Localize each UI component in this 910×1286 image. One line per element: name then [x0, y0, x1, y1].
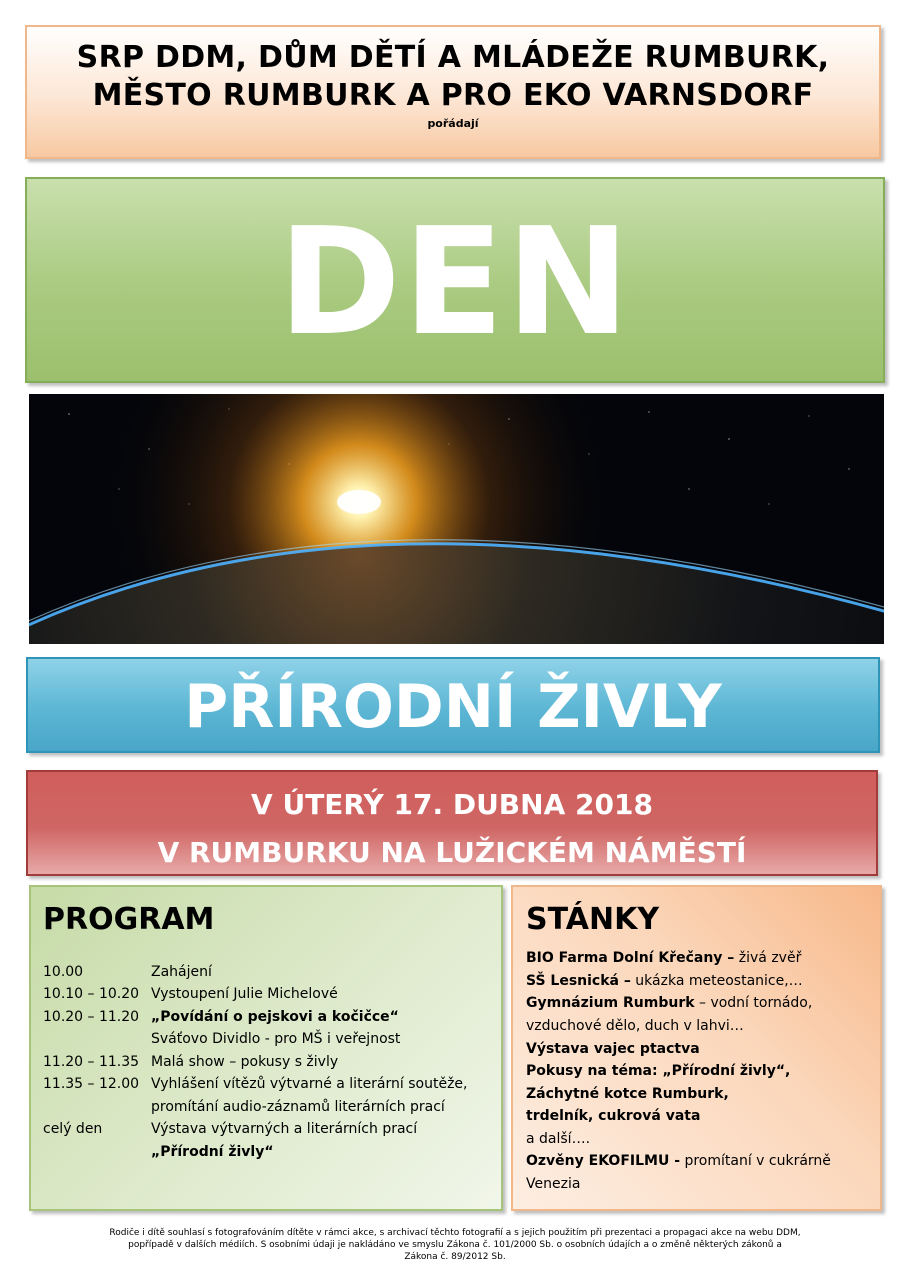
stall-item: [526, 993, 812, 1013]
stall-item: [526, 1084, 729, 1104]
earth-sunrise-image: [29, 394, 884, 644]
stall-item: [526, 948, 801, 968]
stall-name: Gymnázium Rumburk: [526, 995, 695, 1011]
program-desc: promítání audio-záznamů literárních prací: [151, 1099, 445, 1115]
organizers-subtitle: pořádají: [427, 117, 479, 130]
stall-desc: ukázka meteostanice,…: [630, 973, 803, 989]
page-title: DEN: [278, 196, 632, 368]
stall-name: SŠ Lesnická –: [526, 973, 631, 989]
stall-item: [526, 1039, 700, 1059]
stalls-panel: [511, 885, 882, 1211]
date-place-banner: [26, 770, 878, 876]
program-desc: „Přírodní živly“: [151, 1144, 274, 1160]
stall-item: [526, 1106, 700, 1126]
stall-item: [526, 1151, 831, 1171]
stall-name: Pokusy na téma: „Přírodní živly“,: [526, 1063, 791, 1079]
program-desc: Výstava výtvarných a literárních prací: [151, 1121, 418, 1137]
footer-line-1: Rodiče i dítě souhlasí s fotografováním dítěte v rámci akce, s archivací těchto fotografií a s jejich použitím při prezentaci a propagaci akce na webu DDM,: [109, 1228, 801, 1238]
program-panel: [29, 885, 503, 1211]
consent-footer: [50, 1227, 860, 1263]
program-heading: PROGRAM: [43, 902, 215, 937]
event-place: V RUMBURKU NA LUŽICKÉM NÁMĚSTÍ: [157, 836, 747, 869]
organizers-line-2: MĚSTO RUMBURK A PRO EKO VARNSDORF: [92, 78, 814, 113]
theme-banner: [26, 657, 880, 753]
footer-line-2: popřípadě v dalších médiích. S osobními údaji je nakládáno ve smyslu Zákona č. 101/2000 Sb. o osobních údajích a o změně některých zákonů a: [128, 1240, 782, 1250]
program-time: 10.10 – 10.20: [43, 986, 140, 1002]
program-desc: Zahájení: [151, 964, 212, 980]
organizers-banner: [25, 25, 881, 159]
stall-item: [526, 971, 803, 991]
program-desc: „Povídání o pejskovi a kočičce“: [151, 1009, 399, 1025]
program-time: celý den: [43, 1121, 103, 1137]
program-desc: Vystoupení Julie Michelové: [151, 986, 338, 1002]
program-desc: Vyhlášení vítězů výtvarné a literární soutěže,: [151, 1076, 468, 1092]
theme-title: PŘÍRODNÍ ŽIVLY: [184, 672, 722, 742]
stall-name: Výstava vajec ptactva: [526, 1041, 700, 1057]
program-desc: Sváťovo Dividlo - pro MŠ i veřejnost: [151, 1031, 401, 1047]
program-time: 10.00: [43, 964, 84, 980]
stall-desc: živá zvěř: [734, 950, 802, 966]
stall-desc: – vodní tornádo,: [694, 995, 813, 1011]
stall-item: [526, 1061, 790, 1081]
stall-desc: vzduchové dělo, duch v lahvi…: [526, 1018, 744, 1034]
stall-desc: a další….: [526, 1131, 591, 1147]
stall-desc: Venezia: [526, 1176, 581, 1192]
program-time: 10.20 – 11.20: [43, 1009, 140, 1025]
stall-name: trdelník, cukrová vata: [526, 1108, 701, 1124]
stalls-heading: STÁNKY: [526, 902, 660, 937]
stall-name: Ozvěny EKOFILMU -: [526, 1153, 680, 1169]
stall-desc: promítaní v cukrárně: [680, 1153, 831, 1169]
organizers-line-1: SRP DDM, DŮM DĚTÍ A MLÁDEŽE RUMBURK,: [76, 40, 830, 75]
organizers-text: [27, 39, 879, 115]
event-date: V ÚTERÝ 17. DUBNA 2018: [251, 788, 653, 821]
title-banner: [25, 177, 885, 383]
footer-line-3: Zákona č. 89/2012 Sb.: [404, 1252, 506, 1262]
program-time: 11.35 – 12.00: [43, 1076, 140, 1092]
program-time: 11.20 – 11.35: [43, 1054, 140, 1070]
stall-item: [526, 1016, 744, 1036]
program-desc: Malá show – pokusy s živly: [151, 1054, 339, 1070]
stall-item: [526, 1129, 590, 1149]
stall-item: [526, 1174, 580, 1194]
stall-name: BIO Farma Dolní Křečany –: [526, 950, 735, 966]
stall-name: Záchytné kotce Rumburk,: [526, 1086, 729, 1102]
